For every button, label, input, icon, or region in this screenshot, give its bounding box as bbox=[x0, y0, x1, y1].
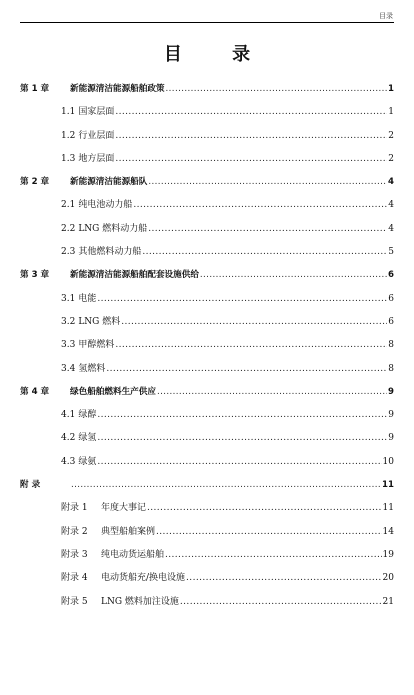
toc-leader-dots bbox=[166, 78, 387, 101]
toc-leader-dots bbox=[147, 497, 382, 520]
toc-entry-sub[interactable] bbox=[20, 125, 394, 148]
toc-entry-chapter[interactable] bbox=[20, 264, 394, 287]
toc-entry-sub[interactable] bbox=[20, 404, 394, 427]
toc-entry-page: 21 bbox=[382, 596, 394, 607]
toc-entry-label: 典型船舶案例 bbox=[101, 526, 156, 537]
toc-entry-number: 3.3 bbox=[61, 340, 76, 351]
toc-leader-dots bbox=[165, 544, 382, 567]
toc-entry-label: 绿色船舶燃料生产供应 bbox=[70, 386, 156, 397]
toc-entry-sub[interactable] bbox=[20, 311, 394, 334]
toc-entry-sub[interactable] bbox=[20, 218, 394, 241]
toc-entry-sub[interactable] bbox=[20, 358, 394, 381]
toc-entry-page: 9 bbox=[388, 410, 394, 421]
toc-entry-label: 新能源清洁能源船舶配套设施供给 bbox=[70, 270, 199, 281]
toc-entry-number: 4.3 bbox=[61, 456, 76, 467]
toc-leader-dots bbox=[157, 381, 387, 404]
toc-leader-dots bbox=[106, 358, 387, 381]
toc-entry-page: 20 bbox=[382, 573, 394, 584]
toc-entry-number: 1.2 bbox=[61, 130, 76, 141]
toc-entry-chapter[interactable] bbox=[20, 381, 394, 404]
toc-entry-sub[interactable] bbox=[20, 241, 394, 264]
toc-entry-page: 11 bbox=[382, 503, 394, 514]
toc-entry-number: 4.2 bbox=[61, 433, 76, 444]
toc-entry-label: 其他燃料动力船 bbox=[78, 247, 142, 258]
toc-entry-label: 新能源清洁能源船舶政策 bbox=[70, 84, 165, 94]
toc-entry-label: 氢燃料 bbox=[78, 363, 106, 374]
toc-entry-label: 新能源清洁能源船队 bbox=[70, 177, 148, 188]
toc-entry-label: 电动货船充/换电设施 bbox=[101, 573, 186, 584]
toc-leader-dots bbox=[148, 171, 387, 194]
toc-entry-label: 行业层面 bbox=[78, 130, 115, 141]
toc-leader-dots bbox=[115, 148, 387, 171]
toc-leader-dots bbox=[156, 521, 382, 544]
toc-entry-page: 2 bbox=[388, 153, 394, 164]
toc-entry-page: 1 bbox=[388, 107, 394, 118]
toc-entry-number: 1.1 bbox=[61, 107, 76, 118]
toc-leader-dots bbox=[142, 241, 387, 264]
toc-entry-label: LNG 燃料加注设施 bbox=[101, 596, 179, 607]
toc-entry-label: LNG 燃料动力船 bbox=[78, 223, 148, 234]
toc-entry-label: 电能 bbox=[78, 293, 97, 304]
toc-entry-sub[interactable] bbox=[20, 334, 394, 357]
toc-entry-page: 5 bbox=[388, 247, 394, 258]
toc-entry-number: 第 3 章 bbox=[20, 270, 50, 281]
toc-entry-number: 2.3 bbox=[61, 247, 76, 258]
toc-entry-app[interactable] bbox=[20, 591, 394, 614]
toc-entry-number: 附 录 bbox=[20, 480, 41, 491]
header-rule bbox=[20, 22, 394, 23]
toc-leader-dots bbox=[115, 125, 387, 148]
toc-entry-app[interactable] bbox=[20, 544, 394, 567]
toc-entry-page: 2 bbox=[388, 130, 394, 141]
toc-leader-dots bbox=[97, 404, 387, 427]
toc-entry-number: 3.1 bbox=[61, 293, 76, 304]
toc-entry-page: 14 bbox=[382, 526, 394, 537]
toc-entry-page: 6 bbox=[388, 316, 394, 327]
toc-entry-label: 甲醇燃料 bbox=[78, 340, 115, 351]
toc-entry-page: 19 bbox=[382, 549, 394, 560]
toc-entry-chapter[interactable] bbox=[20, 78, 394, 101]
toc-leader-dots bbox=[97, 451, 381, 474]
toc-entry-app[interactable] bbox=[20, 521, 394, 544]
toc-entry-page: 4 bbox=[388, 177, 394, 188]
toc-leader-dots bbox=[133, 194, 387, 217]
toc-entry-page: 10 bbox=[382, 456, 394, 467]
toc-entry-number: 第 2 章 bbox=[20, 177, 50, 188]
toc-entry-number: 附录 3 bbox=[61, 549, 88, 560]
toc-entry-sub[interactable] bbox=[20, 101, 394, 124]
toc-entry-label: 纯电池动力船 bbox=[78, 200, 133, 211]
toc-entry-number: 4.1 bbox=[61, 410, 76, 421]
toc-leader-dots bbox=[200, 264, 387, 287]
toc-entry-number: 附录 1 bbox=[61, 503, 88, 514]
toc-leader-dots bbox=[97, 427, 387, 450]
toc-leader-dots bbox=[186, 567, 382, 590]
running-header: 目录 bbox=[379, 12, 393, 20]
toc-entry-page: 9 bbox=[388, 386, 394, 397]
toc-entry-app[interactable] bbox=[20, 567, 394, 590]
toc-entry-number: 2.1 bbox=[61, 200, 76, 211]
toc-leader-dots bbox=[97, 288, 387, 311]
toc-entry-page: 6 bbox=[388, 293, 394, 304]
toc-entry-page: 8 bbox=[388, 340, 394, 351]
toc-leader-dots bbox=[71, 474, 381, 497]
toc-entry-label: 纯电动货运船舶 bbox=[101, 549, 165, 560]
toc-entry-label: 绿氢 bbox=[78, 433, 97, 444]
toc-leader-dots bbox=[115, 101, 387, 124]
toc-entry-label: 绿氨 bbox=[78, 456, 97, 467]
toc-entry-label: 地方层面 bbox=[78, 153, 115, 164]
toc-entry-page: 4 bbox=[388, 223, 394, 234]
toc-entry-page: 9 bbox=[388, 433, 394, 444]
toc-entry-sub[interactable] bbox=[20, 451, 394, 474]
toc-entry-page: 4 bbox=[388, 200, 394, 211]
toc-entry-page: 11 bbox=[382, 480, 394, 491]
toc-entry-page: 6 bbox=[388, 270, 394, 281]
toc-entry-number: 附录 4 bbox=[61, 573, 88, 584]
toc-entry-sub[interactable] bbox=[20, 148, 394, 171]
page-title: 目 录 bbox=[163, 44, 273, 65]
toc-entry-number: 3.2 bbox=[61, 316, 76, 327]
toc-entry-number: 2.2 bbox=[61, 223, 76, 234]
toc-entry-number: 附录 2 bbox=[61, 526, 88, 537]
toc-leader-dots bbox=[121, 311, 387, 334]
toc-entry-number: 1.3 bbox=[61, 153, 76, 164]
toc-entry-number: 第 1 章 bbox=[20, 84, 50, 94]
toc-entry-chapter[interactable] bbox=[20, 171, 394, 194]
toc-leader-dots bbox=[148, 218, 387, 241]
toc-entry-label: 国家层面 bbox=[78, 107, 115, 118]
toc-entry-number: 附录 5 bbox=[61, 596, 88, 607]
toc-entry-label: 绿醇 bbox=[78, 410, 97, 421]
toc-entry-sub[interactable] bbox=[20, 288, 394, 311]
toc-entry-number: 3.4 bbox=[61, 363, 76, 374]
toc-entry-page: 1 bbox=[388, 84, 394, 94]
toc-entry-label: 年度大事记 bbox=[101, 503, 147, 514]
toc-entry-number: 第 4 章 bbox=[20, 386, 50, 397]
toc-entry-chapter[interactable] bbox=[20, 474, 394, 497]
toc-entry-sub[interactable] bbox=[20, 427, 394, 450]
toc-entry-app[interactable] bbox=[20, 497, 394, 520]
toc-leader-dots bbox=[115, 334, 387, 357]
toc-entry-sub[interactable] bbox=[20, 194, 394, 217]
toc-entry-page: 8 bbox=[388, 363, 394, 374]
toc-leader-dots bbox=[180, 591, 382, 614]
toc-entry-label: LNG 燃料 bbox=[78, 316, 121, 327]
table-of-contents bbox=[20, 78, 394, 614]
